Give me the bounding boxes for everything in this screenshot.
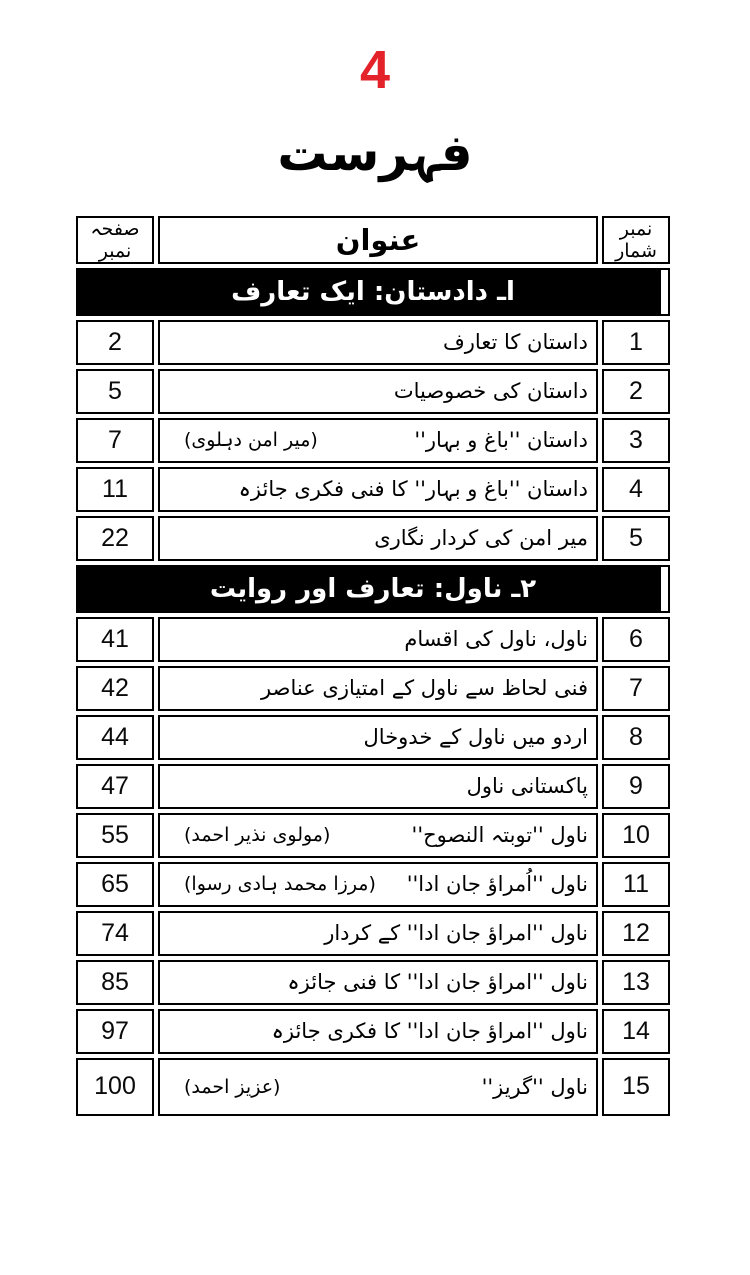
toc-row — [76, 715, 670, 760]
entry-author: (مرزا محمد ہادی رسوا) — [184, 873, 376, 896]
header-page-number: صفحہ نمبر — [76, 216, 154, 264]
serial-number-cell: 1 — [602, 320, 670, 365]
toc-row — [76, 862, 670, 907]
entry-title: داستان کا تعارف — [443, 330, 588, 355]
contents-table — [72, 212, 674, 1120]
section-heading: اـ دادستان: ایک تعارف — [76, 268, 670, 316]
page-number-cell: 97 — [76, 1009, 154, 1054]
title-wrap — [160, 766, 596, 807]
contents-title: فہرست — [277, 123, 473, 182]
toc-row — [76, 418, 670, 463]
toc-row — [76, 813, 670, 858]
serial-number-cell: 12 — [602, 911, 670, 956]
title-cell — [158, 813, 598, 858]
title-cell — [158, 1058, 598, 1116]
entry-title: داستان ''باغ و بہار'' کا فنی فکری جائزہ — [238, 477, 588, 502]
entry-author: (میر امن دہلوی) — [184, 429, 318, 452]
entry-title: فنی لحاظ سے ناول کے امتیازی عناصر — [261, 676, 588, 701]
serial-number-cell: 6 — [602, 617, 670, 662]
title-wrap — [160, 1066, 596, 1107]
title-wrap — [160, 371, 596, 412]
title-cell — [158, 418, 598, 463]
page-number-cell: 42 — [76, 666, 154, 711]
title-wrap — [160, 962, 596, 1003]
entry-title: پاکستانی ناول — [466, 774, 588, 799]
title-cell — [158, 862, 598, 907]
page-number-cell: 7 — [76, 418, 154, 463]
page-number-cell: 22 — [76, 516, 154, 561]
entry-author: (عزیز احمد) — [184, 1075, 281, 1098]
entry-title: ناول ''گریز'' — [481, 1074, 588, 1099]
title-cell — [158, 516, 598, 561]
title-wrap — [160, 668, 596, 709]
toc-row — [76, 764, 670, 809]
page-number: 4 — [359, 40, 391, 100]
page-number-cell: 55 — [76, 813, 154, 858]
title-wrap — [160, 815, 596, 856]
title-cell — [158, 764, 598, 809]
page-number-cell: 41 — [76, 617, 154, 662]
entry-title: اردو میں ناول کے خدوخال — [363, 725, 588, 750]
page-number-cell: 85 — [76, 960, 154, 1005]
title-cell — [158, 715, 598, 760]
page-number-cell: 44 — [76, 715, 154, 760]
section-heading-row — [76, 565, 670, 613]
serial-number-cell: 2 — [602, 369, 670, 414]
toc-row — [76, 911, 670, 956]
entry-title: ناول ''اُمراؤ جان ادا'' — [406, 872, 588, 897]
serial-number-cell: 8 — [602, 715, 670, 760]
title-wrap — [160, 1011, 596, 1052]
title-cell — [158, 467, 598, 512]
table-header-row — [76, 216, 670, 264]
section-heading-row — [76, 268, 670, 316]
title-wrap — [160, 864, 596, 905]
serial-number-cell: 13 — [602, 960, 670, 1005]
page-number-cell: 74 — [76, 911, 154, 956]
section-heading: ۲ـ ناول: تعارف اور روایت — [76, 565, 670, 613]
entry-title: ناول، ناول کی اقسام — [404, 627, 588, 652]
serial-number-cell: 7 — [602, 666, 670, 711]
toc-row — [76, 369, 670, 414]
serial-number-cell: 15 — [602, 1058, 670, 1116]
toc-row — [76, 467, 670, 512]
toc-row — [76, 1058, 670, 1116]
entry-title: ناول ''امراؤ جان ادا'' کا فنی جائزہ — [287, 970, 588, 995]
title-wrap — [160, 913, 596, 954]
title-wrap — [160, 420, 596, 461]
serial-number-cell: 14 — [602, 1009, 670, 1054]
title-cell — [158, 369, 598, 414]
page-number-cell: 5 — [76, 369, 154, 414]
page-number-cell: 65 — [76, 862, 154, 907]
title-wrap — [160, 619, 596, 660]
title-cell — [158, 666, 598, 711]
entry-title: داستان کی خصوصیات — [393, 379, 588, 404]
title-cell — [158, 617, 598, 662]
serial-number-cell: 5 — [602, 516, 670, 561]
title-wrap — [160, 469, 596, 510]
toc-row — [76, 320, 670, 365]
title-cell — [158, 960, 598, 1005]
entry-title: داستان ''باغ و بہار'' — [414, 428, 588, 453]
toc-row — [76, 666, 670, 711]
serial-number-cell: 4 — [602, 467, 670, 512]
header-serial-number: نمبر شمار — [602, 216, 670, 264]
serial-number-cell: 11 — [602, 862, 670, 907]
serial-number-cell: 9 — [602, 764, 670, 809]
header-title: عنوان — [158, 216, 598, 264]
toc-row — [76, 516, 670, 561]
serial-number-cell: 10 — [602, 813, 670, 858]
title-cell — [158, 320, 598, 365]
entry-author: (مولوی نذیر احمد) — [184, 824, 331, 847]
entry-title: میر امن کی کردار نگاری — [374, 526, 588, 551]
page-number-cell: 2 — [76, 320, 154, 365]
title-wrap — [160, 518, 596, 559]
entry-title: ناول ''امراؤ جان ادا'' کا فکری جائزہ — [271, 1019, 588, 1044]
contents-table-body — [76, 268, 670, 1116]
toc-row — [76, 960, 670, 1005]
toc-row — [76, 1009, 670, 1054]
toc-row — [76, 617, 670, 662]
entry-title: ناول ''امراؤ جان ادا'' کے کردار — [324, 921, 588, 946]
page-number-cell: 11 — [76, 467, 154, 512]
entry-title: ناول ''توبتہ النصوح'' — [411, 823, 588, 848]
page-number-cell: 47 — [76, 764, 154, 809]
title-cell — [158, 1009, 598, 1054]
page-number-cell: 100 — [76, 1058, 154, 1116]
title-wrap — [160, 322, 596, 363]
title-wrap — [160, 717, 596, 758]
title-cell — [158, 911, 598, 956]
serial-number-cell: 3 — [602, 418, 670, 463]
